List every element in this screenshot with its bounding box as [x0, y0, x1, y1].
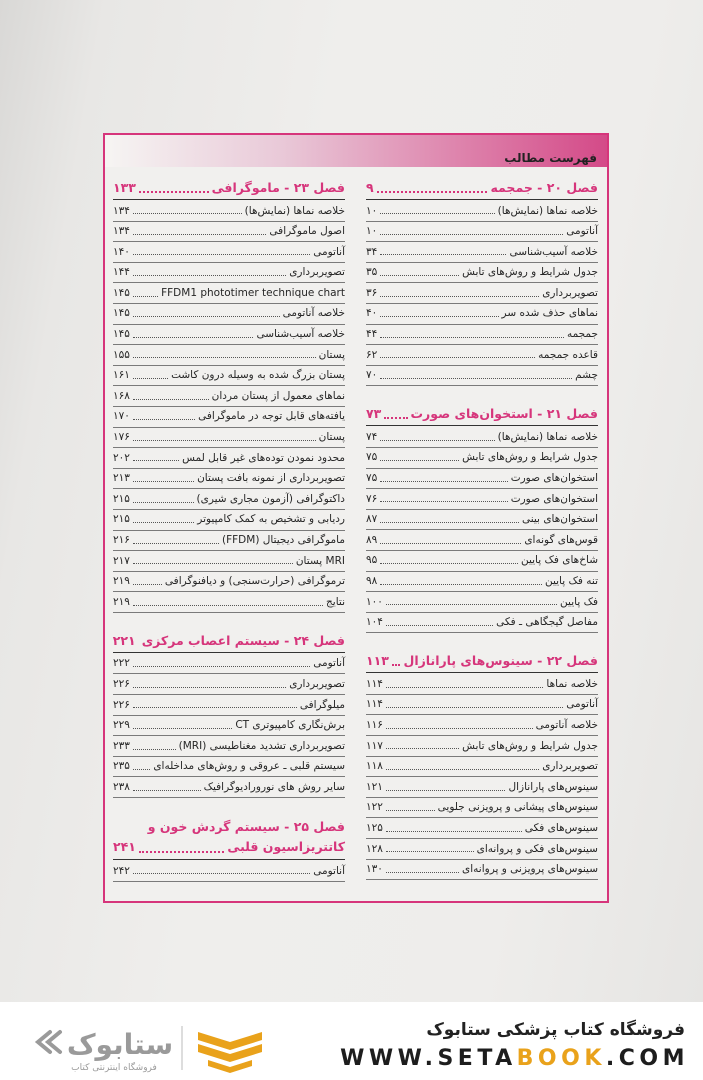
entry-page: ۱۲۱: [366, 780, 383, 793]
toc-entry: [113, 757, 345, 778]
toc-entry: [113, 736, 345, 757]
entry-page: ۱۱۴: [366, 698, 383, 711]
entry-page: ۲۳۵: [113, 760, 130, 773]
toc-entry: [366, 427, 598, 448]
entry-page: ۱۵۵: [113, 348, 130, 361]
toc-entry: [366, 798, 598, 819]
entry-title: خلاصه نماها (نمایش‌ها): [244, 204, 345, 217]
entry-page: ۷۵: [366, 451, 378, 464]
store-footer: [0, 1002, 703, 1080]
chapter-page: ۲۲۱: [112, 632, 136, 648]
chapter-title: فصل ۲۴ - سیستم اعصاب مرکزی: [141, 632, 345, 648]
entry-page: ۲۳۳: [113, 739, 130, 752]
entry-title: برش‌نگاری کامپیوتری CT: [235, 719, 345, 732]
toc-entry: [366, 592, 598, 613]
toc-entry: [113, 448, 345, 469]
setabook-logo: [32, 1020, 272, 1074]
entry-title: خلاصه آناتومی: [282, 307, 345, 320]
entry-page: ۲۱۶: [113, 534, 130, 546]
entry-page: ۲۳۸: [113, 780, 130, 793]
chapter-entries: [113, 654, 345, 798]
entry-title: MRI پستان: [295, 554, 345, 567]
entry-title: تصویربرداری: [542, 286, 598, 299]
entry-title: تصویربرداری: [542, 760, 598, 773]
entry-title: سینوس‌های فکی و پروانه‌ای: [476, 842, 598, 855]
entry-title: جمجمه: [566, 328, 598, 341]
chapter-page: ۲۴۱: [113, 839, 136, 855]
entry-page: ۹۸: [366, 575, 378, 587]
entry-title: FFDM1 phototimer technique chart: [161, 286, 345, 299]
entry-title: آناتومی: [313, 245, 345, 258]
entry-page: ۴۰: [366, 307, 378, 320]
toc-entry: [113, 510, 345, 531]
toc-entry: [113, 469, 345, 490]
entry-title: یافته‌های قابل توجه در ماموگرافی: [198, 410, 345, 423]
entry-title: سیستم قلبی ـ عروقی و روش‌های مداخله‌ای: [153, 760, 345, 773]
chapter-title: فصل ۲۲ - سینوس‌های پارانازال: [403, 653, 598, 669]
entry-page: ۱۱۸: [366, 760, 383, 773]
entry-page: ۲۱۹: [113, 575, 130, 588]
toc-entry: [113, 572, 345, 593]
toc-right-column: [366, 179, 598, 880]
chevrons-icon: [38, 1032, 60, 1052]
entry-title: مفاصل گیجگاهی ـ فکی: [496, 616, 598, 629]
entry-title: داکتوگرافی (آزمون مجاری شیری): [196, 492, 345, 505]
toc-entry: [113, 386, 345, 407]
entry-title: تصویربرداری: [289, 677, 345, 690]
toc-entry: [113, 201, 345, 222]
toc-entry: [113, 345, 345, 366]
chapter-page: ۷۳: [366, 406, 382, 422]
entry-page: ۲۲۶: [113, 677, 130, 690]
entry-title: خلاصه نماها (نمایش‌ها): [497, 204, 598, 217]
entry-title: قوس‌های گونه‌ای: [524, 533, 598, 546]
entry-title: خلاصه آسیب‌شناسی: [256, 328, 345, 341]
toc-entry: [113, 531, 345, 552]
entry-title: ردیابی و تشخیص به کمک کامپیوتر: [197, 513, 345, 526]
entry-title: سینوس‌های پرویزنی و پروانه‌ای: [462, 863, 598, 876]
toc-entry: [366, 777, 598, 798]
chapter-entries: [366, 427, 598, 633]
toc-entry: [366, 345, 598, 366]
toc-entry: [366, 818, 598, 839]
toc-entry: [113, 674, 345, 695]
entry-title: نتایج: [326, 595, 345, 608]
entry-title: شاخ‌های فک پایین: [520, 554, 598, 567]
entry-page: ۲۱۹: [113, 595, 130, 608]
toc-entry: [113, 695, 345, 716]
entry-page: ۷۴: [366, 430, 378, 443]
entry-page: ۷۰: [366, 369, 378, 382]
entry-title: تصویربرداری تشدید مغناطیسی (MRI): [178, 739, 345, 752]
entry-title: سایر روش های نورورادیوگرافیک: [203, 780, 345, 793]
entry-page: ۱۳۴: [113, 204, 130, 217]
toc-entry: [366, 510, 598, 531]
toc-entry: [366, 757, 598, 778]
entry-page: ۲۰۲: [113, 451, 130, 464]
chapter-entries: [366, 201, 598, 386]
entry-page: ۱۴۵: [113, 286, 130, 299]
toc-entry: [366, 304, 598, 325]
entry-title: سینوس‌های فکی: [524, 821, 598, 834]
toc-entry: [113, 551, 345, 572]
entry-title: جدول شرایط و روش‌های تابش: [462, 451, 598, 464]
toc-left-column: [113, 179, 345, 882]
toc-entry: [366, 674, 598, 695]
toc-header-bar: [105, 135, 607, 167]
entry-title: نماهای معمول از پستان مردان: [211, 389, 345, 402]
entry-page: ۱۳۰: [366, 863, 383, 876]
entry-page: ۱۲۲: [366, 801, 383, 814]
entry-page: ۲۲۲: [113, 657, 130, 670]
entry-page: ۱۲۵: [366, 821, 383, 834]
entry-page: ۷۵: [366, 472, 378, 485]
toc-entry: [113, 654, 345, 675]
entry-page: ۱۲۸: [366, 842, 383, 855]
chapter-heading: [366, 405, 598, 426]
toc-entry: [366, 242, 598, 263]
entry-page: ۱۶۱: [113, 369, 130, 382]
entry-title: آناتومی: [313, 864, 345, 877]
entry-title: جدول شرایط و روش‌های تابش: [462, 739, 598, 752]
entry-page: ۱۰: [366, 204, 378, 217]
toc-entry: [366, 530, 598, 551]
entry-page: ۳۴: [366, 245, 378, 258]
entry-page: ۱۰۴: [366, 616, 383, 629]
toc-entry: [113, 325, 345, 346]
toc-entry: [366, 325, 598, 346]
toc-entry: [366, 448, 598, 469]
chapter-page: ۹: [366, 180, 374, 195]
entry-title: ترموگرافی (حرارت‌سنجی) و دیافنوگرافی: [164, 575, 345, 588]
toc-entry: [366, 283, 598, 304]
entry-title: آناتومی: [566, 698, 598, 711]
toc-entry: [113, 489, 345, 510]
chapter-heading: [113, 632, 345, 653]
entry-title: محدود نمودن توده‌های غیر قابل لمس: [182, 451, 345, 464]
entry-page: ۱۴۰: [113, 245, 130, 258]
chapter-heading: [113, 817, 345, 860]
entry-title: سینوس‌های پارانازال: [508, 780, 598, 793]
entry-page: ۲۱۷: [113, 554, 130, 567]
entry-page: ۱۴۵: [113, 307, 130, 320]
entry-title: جدول شرایط و روش‌های تابش: [462, 266, 598, 279]
entry-page: ۲۲۹: [113, 719, 130, 732]
entry-title: تصویربرداری از نمونه بافت پستان: [197, 472, 345, 485]
chapter-heading: [113, 179, 345, 200]
entry-page: ۲۱۳: [113, 472, 130, 485]
entry-title: میلوگرافی: [299, 698, 345, 711]
entry-title: سینوس‌های پیشانی و پرویزنی جلویی: [437, 801, 598, 814]
chapter-heading: [366, 652, 598, 673]
chapter-title-line1: فصل ۲۵ - سیستم گردش خون و: [147, 819, 345, 835]
entry-title: استخوان‌های صورت: [510, 472, 598, 485]
entry-title: فک پایین: [560, 595, 598, 608]
toc-entry: [366, 695, 598, 716]
entry-page: ۶۲: [366, 348, 378, 361]
entry-page: ۸۷: [366, 513, 378, 526]
toc-entry: [113, 428, 345, 449]
toc-entry: [366, 839, 598, 860]
entry-page: ۷۶: [366, 492, 378, 505]
entry-title: پستان: [318, 431, 345, 444]
entry-title: استخوان‌های بینی: [521, 513, 598, 526]
entry-page: ۴۴: [366, 328, 378, 341]
toc-entry: [366, 572, 598, 593]
website-url[interactable]: WWW.SETABOOK.COM: [340, 1046, 689, 1071]
chapter-title: فصل ۲۰ - جمجمه: [490, 180, 598, 195]
toc-entry: [366, 715, 598, 736]
toc-entry: [113, 861, 345, 882]
entry-page: ۱۱۶: [366, 718, 383, 731]
toc-entry: [366, 736, 598, 757]
toc-entry: [113, 222, 345, 243]
entry-title: پستان بزرگ شده به وسیله درون کاشت: [171, 369, 345, 382]
entry-page: ۸۹: [366, 533, 378, 546]
entry-page: ۱۱۷: [366, 739, 383, 752]
chapter-heading: [366, 179, 598, 200]
entry-page: ۱۰: [366, 225, 378, 238]
entry-title: اصول ماموگرافی: [269, 225, 345, 238]
entry-page: ۱۴۴: [113, 266, 130, 279]
entry-title: خلاصه آناتومی: [535, 718, 598, 731]
toc-entry: [366, 222, 598, 243]
toc-entry: [113, 592, 345, 613]
entry-title: خلاصه نماها (نمایش‌ها): [497, 430, 598, 443]
entry-page: ۱۳۴: [113, 225, 130, 238]
toc-title: فهرست مطالب: [504, 151, 597, 165]
toc-entry: [113, 407, 345, 428]
entry-title: پستان: [318, 348, 345, 361]
logo-subtitle: فروشگاه اینترنتی کتاب: [71, 1063, 157, 1073]
logo-wordmark: ستابوک: [66, 1028, 174, 1061]
table-of-contents: [103, 133, 609, 903]
toc-entry: [366, 860, 598, 881]
chapter-title: فصل ۲۱ - استخوان‌های صورت: [410, 406, 598, 422]
chapter-page: ۱۳۳: [113, 180, 136, 195]
book-stack-icon: [198, 1032, 262, 1073]
entry-page: ۹۵: [366, 554, 378, 567]
entry-title: استخوان‌های صورت: [510, 492, 598, 505]
entry-page: ۱۷۰: [113, 410, 130, 423]
toc-entry: [366, 489, 598, 510]
entry-page: ۱۷۶: [113, 431, 130, 444]
chapter-title-line2: کاتتریزاسیون قلبی: [227, 839, 345, 855]
chapter-page: ۱۱۳: [366, 653, 389, 669]
entry-title: خلاصه آسیب‌شناسی: [509, 245, 598, 258]
entry-page: ۱۱۴: [366, 677, 383, 690]
chapter-entries: [366, 674, 598, 880]
toc-entry: [113, 366, 345, 387]
toc-entry: [113, 777, 345, 798]
toc-entry: [366, 201, 598, 222]
entry-page: ۲۱۵: [113, 513, 130, 526]
entry-page: ۳۶: [366, 286, 378, 299]
entry-title: تصویربرداری: [289, 266, 345, 279]
toc-entry: [113, 304, 345, 325]
entry-page: ۱۶۸: [113, 389, 130, 402]
toc-entry: [113, 283, 345, 304]
entry-title: قاعده جمجمه: [538, 348, 598, 361]
chapter-title: فصل ۲۳ - ماموگرافی: [211, 180, 345, 195]
entry-title: آناتومی: [566, 225, 598, 238]
entry-title: نماهای حذف شده سر: [501, 307, 598, 320]
entry-title: آناتومی: [313, 657, 345, 670]
chapter-entries: [113, 861, 345, 882]
entry-page: ۲۱۵: [113, 492, 130, 505]
entry-title: ماموگرافی دیجیتال (FFDM): [221, 534, 345, 546]
entry-page: ۱۴۵: [113, 328, 130, 341]
entry-page: ۲۴۲: [113, 864, 130, 877]
toc-entry: [366, 551, 598, 572]
entry-page: ۱۰۰: [366, 595, 383, 608]
entry-title: تنه فک پایین: [544, 575, 598, 587]
entry-page: ۳۵: [366, 266, 378, 279]
toc-entry: [113, 242, 345, 263]
entry-title: چشم: [575, 369, 598, 382]
chapter-entries: [113, 201, 345, 613]
entry-title: خلاصه نماها: [546, 677, 598, 690]
toc-entry: [366, 613, 598, 634]
toc-entry: [366, 366, 598, 387]
shop-name: فروشگاه کتاب پزشکی ستابوک: [426, 1020, 685, 1040]
toc-entry: [113, 716, 345, 737]
toc-entry: [366, 263, 598, 284]
toc-entry: [366, 469, 598, 490]
entry-page: ۲۲۶: [113, 698, 130, 711]
toc-entry: [113, 263, 345, 284]
